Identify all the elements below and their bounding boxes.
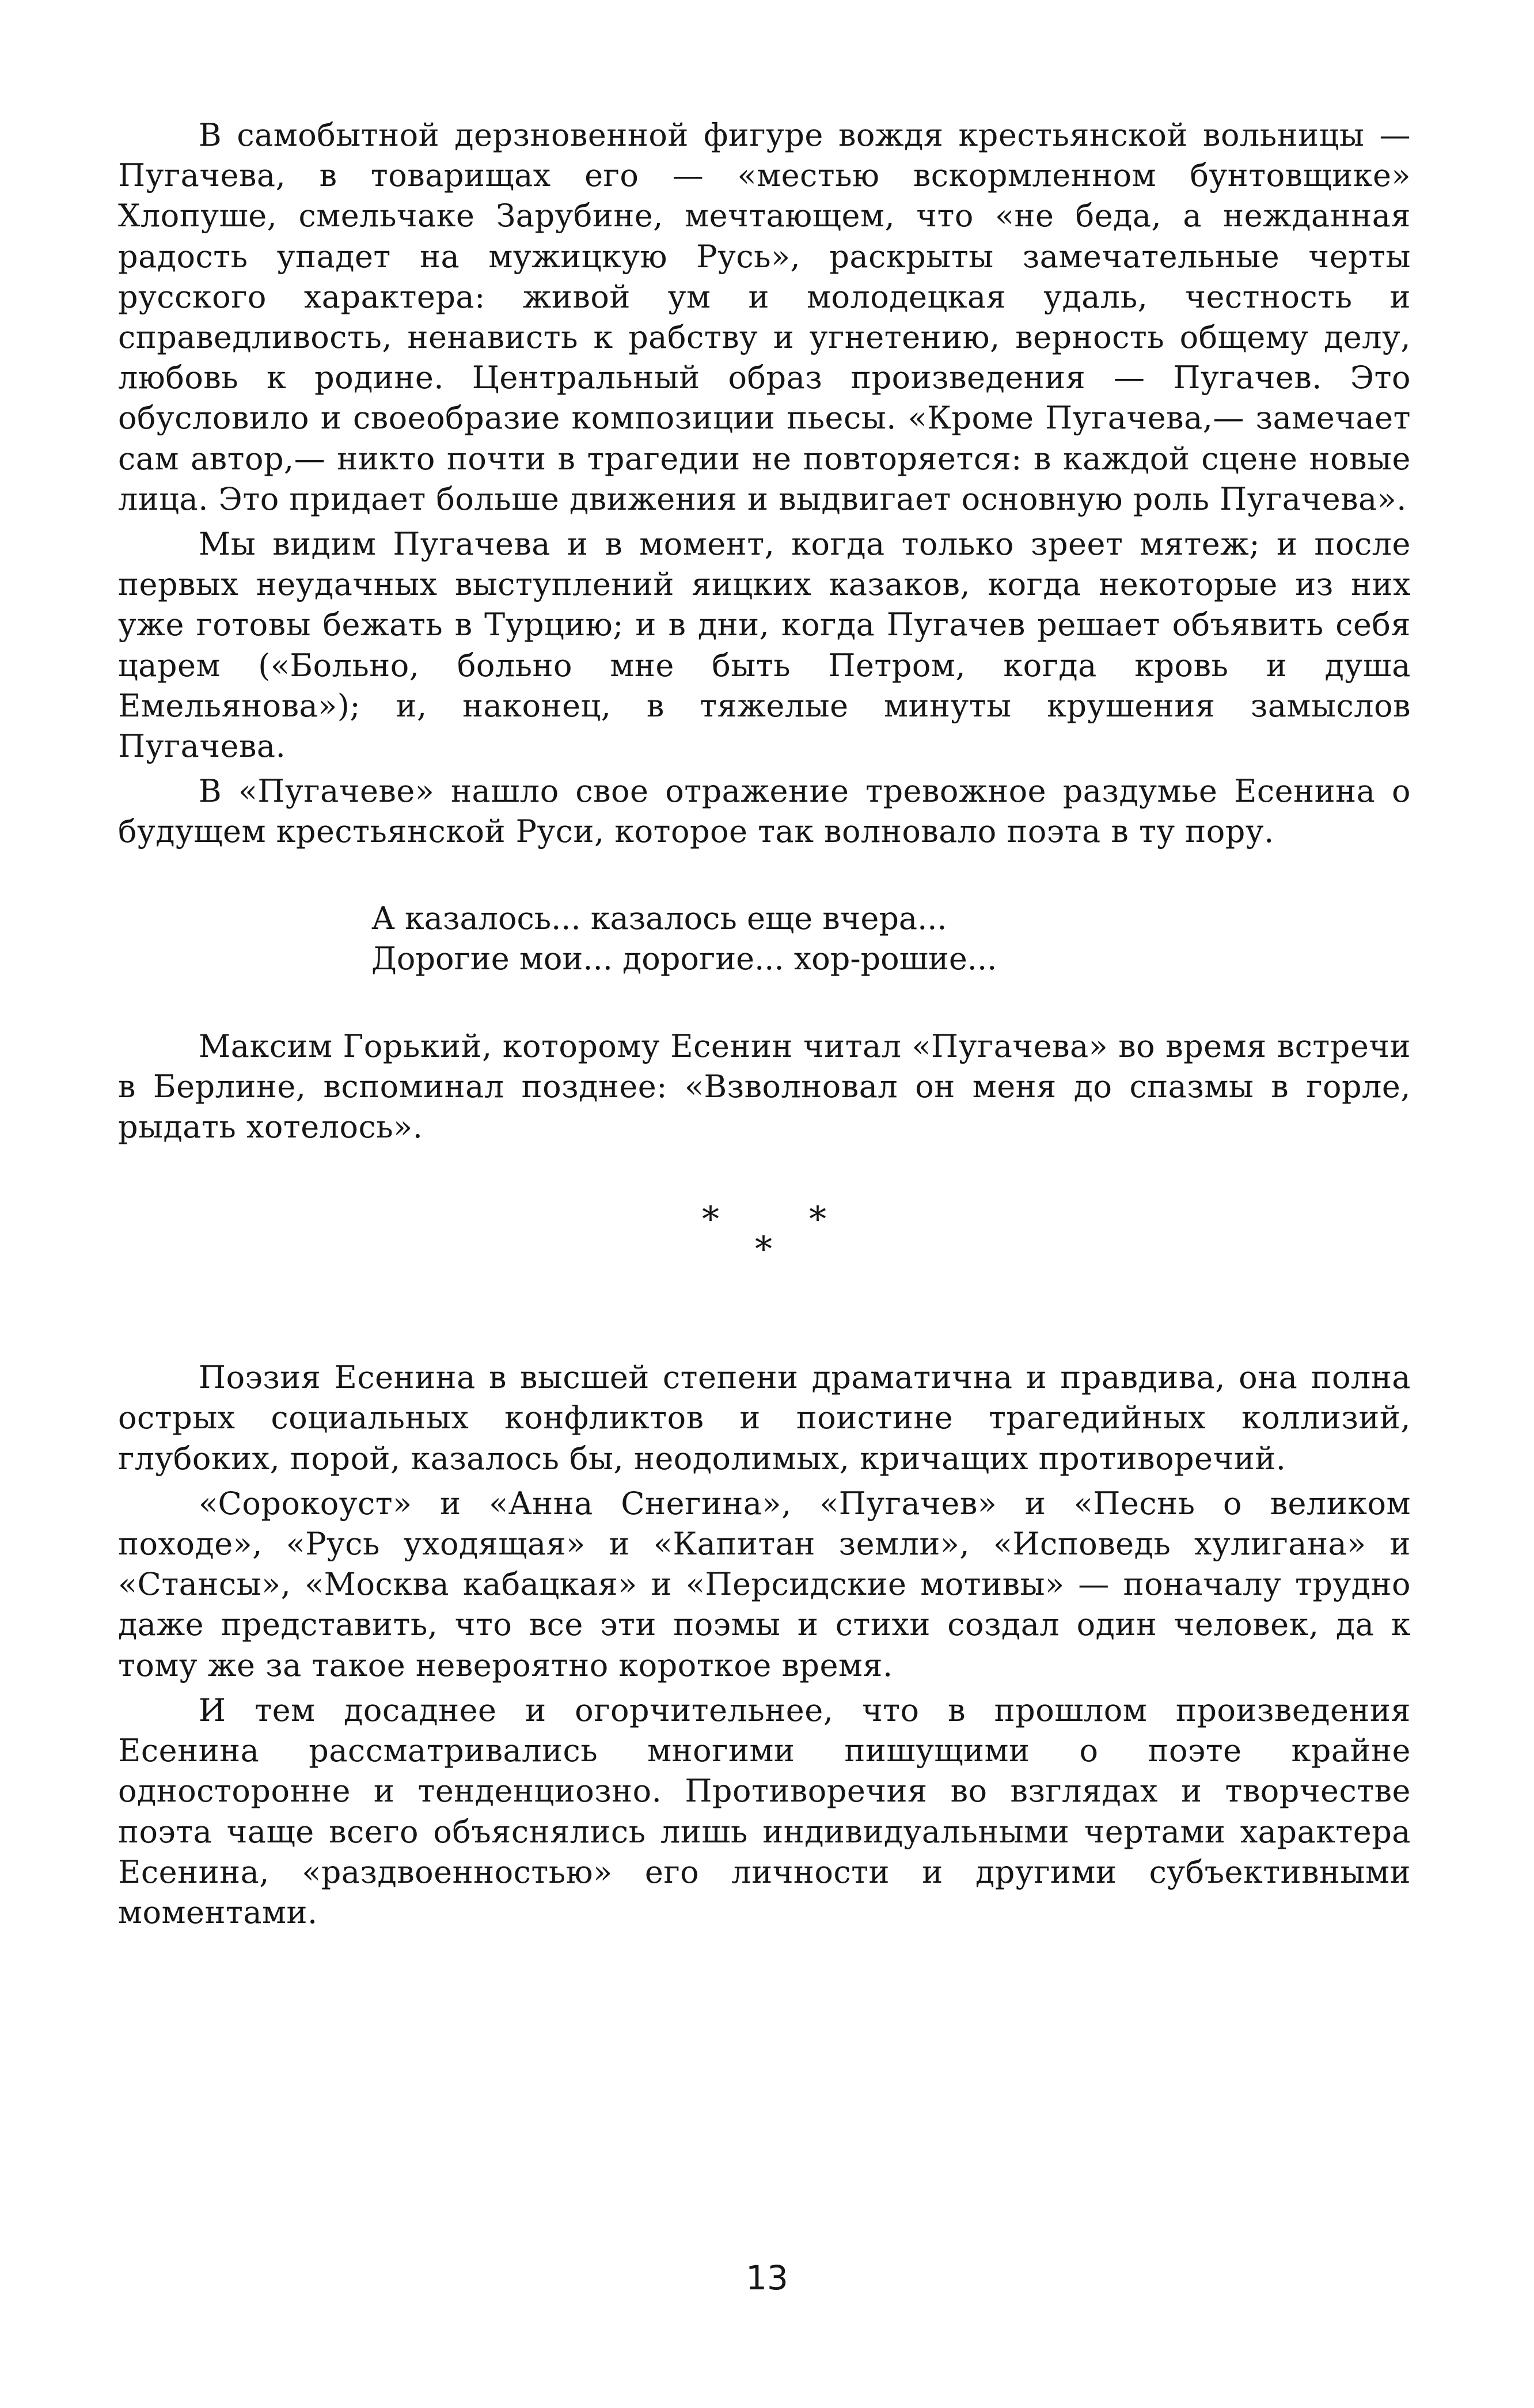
separator-asterisk: * [702, 1199, 719, 1240]
verse-quote [371, 898, 1411, 979]
paragraph-gorky: Максим Горький, которому Есенин читал «Пугачева» во время встречи в Берлине, вспоминал позднее: «Взволновал он меня до спазмы в горле, рыдать хотелось». [118, 1027, 1411, 1146]
section-separator [118, 1199, 1411, 1346]
paragraph-pugachev-moments: Мы видим Пугачева и в момент, когда только зреет мятеж; и после первых неудачных выступлений яицких казаков, когда некоторые из них уже готовы бежать в Турцию; и в дни, когда Пугачев решает объявить себя царем («Больно, больно мне быть Петром, когда кровь и душа Емельянова»); и, наконец, в тяжелые минуты крушения замыслов Пугачева. [118, 526, 1411, 765]
paragraph-poetry-drama: Поэзия Есенина в высшей степени драматична и правдива, она полна острых социальных конфликтов и поистине трагедийных коллизий, глубоких, порой, казалось бы, неодолимых, кричащих противоречий. [118, 1359, 1411, 1477]
paragraph-pugachev-characters: В самобытной дерзновенной фигуре вождя крестьянской вольницы — Пугачева, в товарищах его — «местью вскормленном бунтовщике» Хлопуше, смельчаке Зарубине, мечтающем, что «не беда, а нежданная радость упадет на мужицкую Русь», раскрыты замечательные черты русского характера: живой ум и молодецкая удаль, честность и справедливость, ненависть к рабству и угнетению, верность общему делу, любовь к родине. Центральный образ произведения — Пугачев. Это обусловило и своеобразие композиции пьесы. «Кроме Пугачева,— замечает сам автор,— никто почти в трагедии не повторяется: в каждой сцене новые лица. Это придает больше движения и выдвигает основную роль Пугачева». [118, 117, 1411, 517]
paragraph-works-list: «Сорокоуст» и «Анна Снегина», «Пугачев» и «Песнь о великом походе», «Русь уходящая» и «Капитан земли», «Исповедь хулигана» и «Стансы», «Москва кабацкая» и «Персидские мотивы» — поначалу трудно даже представить, что все эти поэмы и стихи создал один человек, да к тому же за такое невероятно короткое время. [118, 1485, 1411, 1683]
verse-line-2: Дорогие мои... дорогие... хор-рошие... [371, 940, 997, 977]
paragraph-pugachev-reflection: В «Пугачеве» нашло свое отражение тревожное раздумье Есенина о будущем крестьянской Руси, которое так волновало поэта в ту пору. [118, 773, 1411, 850]
page-body [118, 115, 1411, 1933]
separator-asterisk: * [755, 1229, 772, 1270]
paragraph-critics: И тем досаднее и огорчительнее, что в прошлом произведения Есенина рассматривались многими пишущими о поэте крайне односторонне и тенденциозно. Противоречия во взглядах и творчестве поэта чаще всего объяснялись лишь индивидуальными чертами характера Есенина, «раздвоенностью» его личности и другими субъективными моментами. [118, 1692, 1411, 1931]
page-number: 13 [746, 2258, 788, 2297]
separator-asterisk: * [809, 1199, 826, 1240]
verse-line-1: А казалось... казалось еще вчера... [371, 900, 947, 936]
